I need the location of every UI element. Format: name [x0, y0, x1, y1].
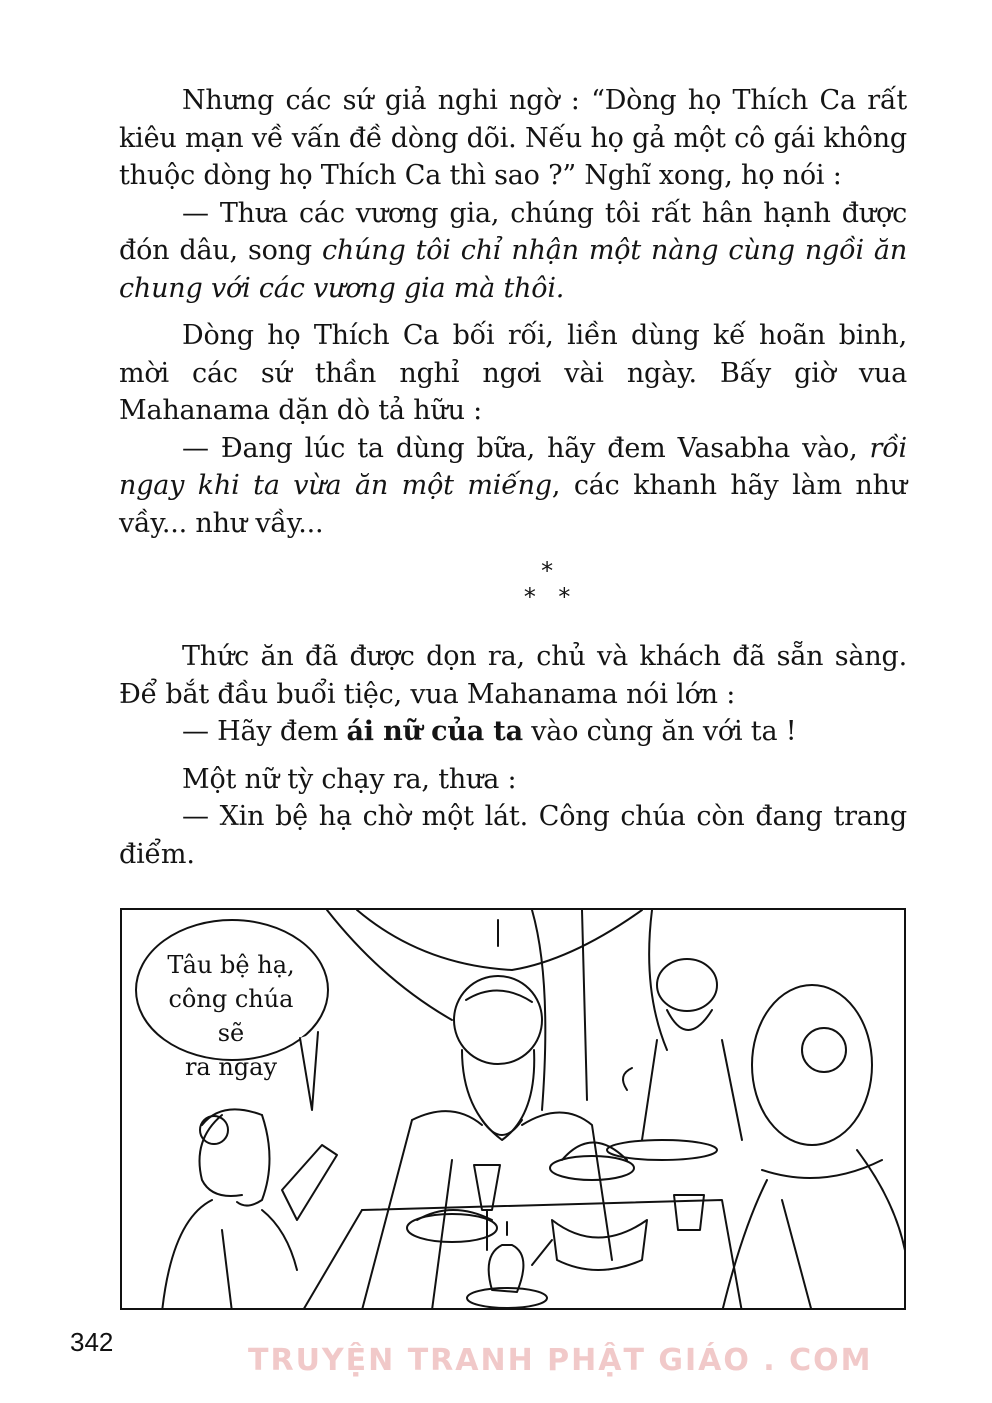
paragraph-6-dialogue [119, 713, 907, 751]
table [362, 1200, 742, 1310]
paragraph-2-dialogue [119, 195, 907, 308]
text-segment: vào cùng ăn với ta ! [522, 716, 797, 747]
separator-stars-bottom: * * [522, 583, 572, 611]
bubble-line: Tâu bệ hạ, [167, 951, 295, 979]
bold-segment: ái nữ của ta [346, 716, 523, 747]
teapot [489, 1245, 524, 1292]
maid-face [237, 1115, 270, 1206]
text-segment: , các khanh hãy làm như vầy... như vầy... [119, 470, 907, 539]
separator-star-top: * [539, 557, 555, 585]
text-segment: — Đang lúc ta dùng bữa, hãy đem Vasabha vào, [182, 432, 870, 464]
text-segment: Thức ăn đã được dọn ra, chủ và khách đã sẵn sàng. Để bắt đầu buổi tiệc, vua Mahanama nói lớn : [119, 641, 907, 710]
text-segment: Nhưng các sứ giả nghi ngờ : “Dòng họ Thích Ca rất kiêu mạn về vấn đề dòng dõi. Nếu họ gả một cô gái không thuộc dòng họ Thích Ca thì sao ?” Nghĩ xong, họ nói : [119, 85, 907, 191]
maid-joined-hands [282, 1145, 337, 1220]
text-segment: — Thưa các vương gia, chúng tôi rất hân hạnh được đón dâu, song [119, 197, 907, 266]
text-segment: — Xin bệ hạ chờ một lát. Công chúa còn đang trang điểm. [119, 801, 907, 870]
italic-segment: rồi ngay khi ta vừa ăn một miếng [119, 432, 907, 501]
paragraph-7 [119, 761, 907, 799]
section-separator [187, 558, 907, 610]
bubble-line: công chúa sẽ [168, 985, 294, 1047]
curtain-drape [327, 910, 452, 1020]
italic-segment: chúng tôi chỉ nhận một nàng cùng ngồi ăn chung với các vương gia mà thôi. [119, 235, 908, 304]
maid-body [162, 1200, 212, 1310]
speech-bubble-text [166, 948, 296, 1084]
servant-turban [657, 959, 717, 1011]
paragraph-5 [119, 638, 907, 713]
bubble-line: ra ngay [184, 1053, 278, 1081]
text-segment: Dòng họ Thích Ca bối rối, liền dùng kế hoãn binh, mời các sứ thần nghỉ ngơi vài ngày. Bấy giờ vua Mahanama dặn dò tả hữu : [119, 320, 907, 426]
paragraph-1 [119, 82, 907, 195]
goblet [474, 1165, 500, 1210]
paragraph-3 [119, 317, 907, 430]
body-text [119, 82, 907, 873]
watermark: TRUYỆN TRANH PHẬT GIÁO . COM [248, 1343, 873, 1378]
paragraph-4-dialogue [119, 430, 907, 543]
guest-turban [752, 985, 872, 1145]
page-number: 342 [70, 1327, 114, 1357]
maid-hair [200, 1115, 243, 1196]
king-turban [454, 976, 542, 1064]
text-segment: — Hãy đem [182, 716, 347, 747]
paragraph-8-dialogue [119, 798, 907, 873]
comic-panel [120, 908, 906, 1310]
text-segment: Một nữ tỳ chạy ra, thưa : [182, 763, 517, 795]
